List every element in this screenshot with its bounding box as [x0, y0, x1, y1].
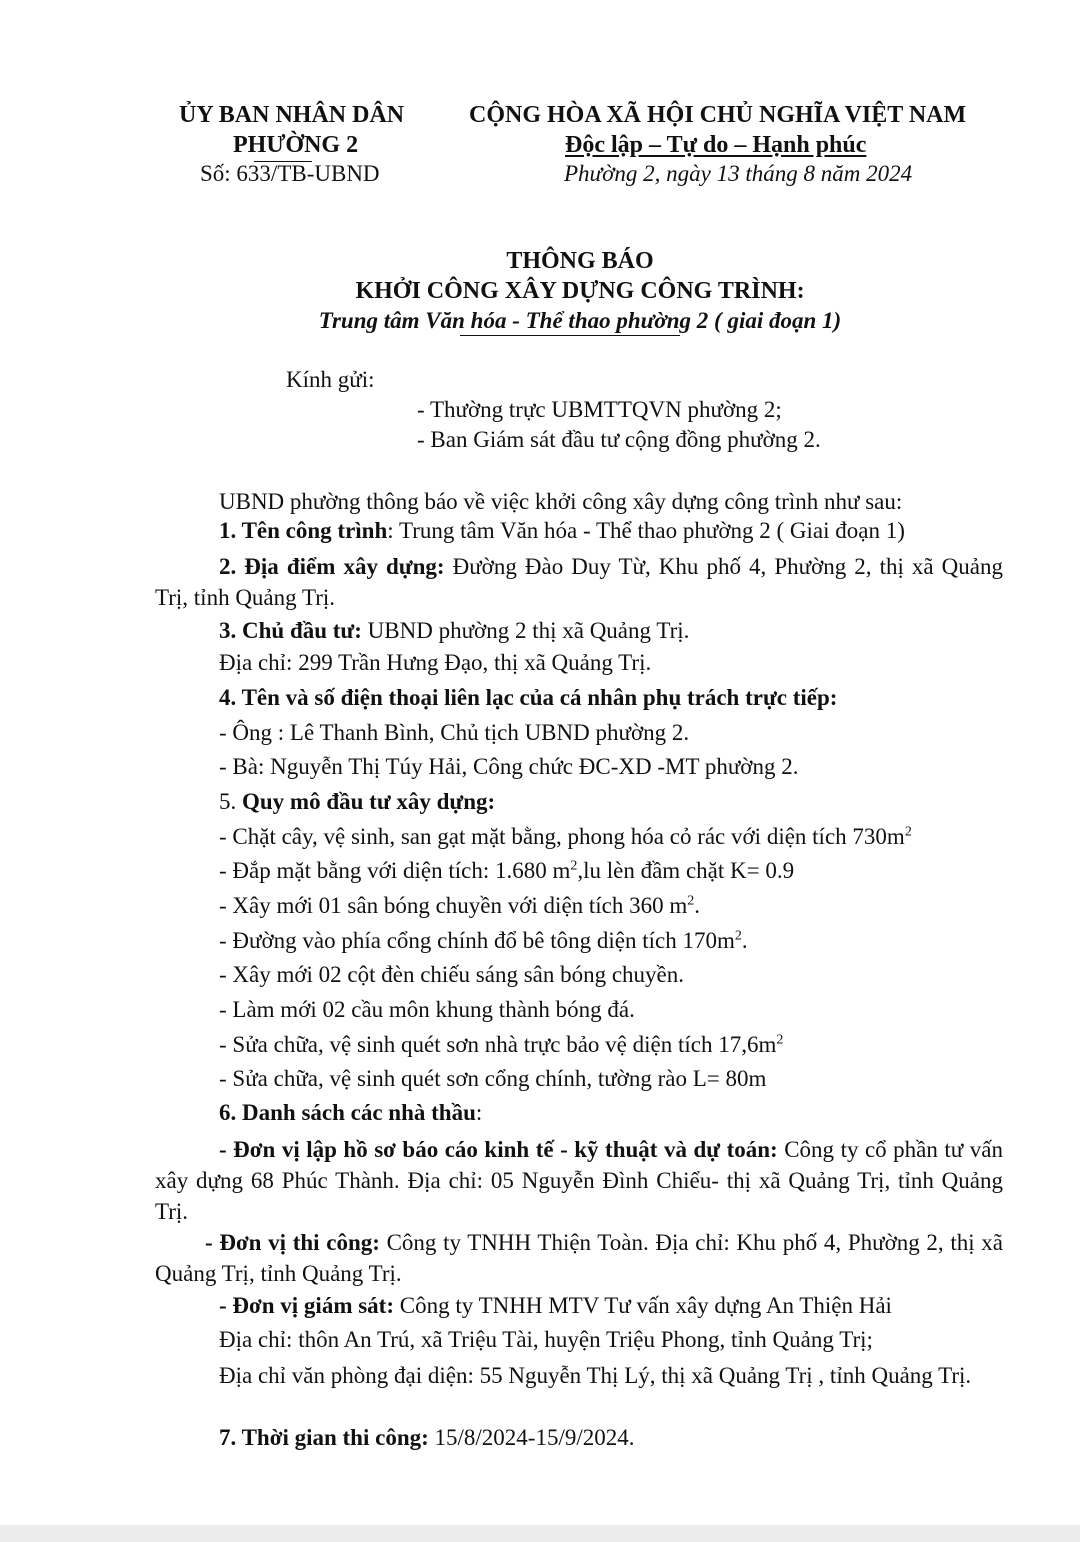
scope-item	[219, 928, 748, 954]
scope-item-sup: 2	[687, 893, 695, 909]
recipient-item: - Thường trực UBMTTQVN phường 2;	[417, 397, 782, 422]
scope-item-text: - Sửa chữa, vệ sinh quét sơn nhà trực bảo vệ diện tích 17,6m	[219, 1032, 777, 1057]
section-3-text: UBND phường 2 thị xã Quảng Trị.	[361, 618, 690, 643]
section-7	[219, 1425, 635, 1451]
document-date: Phường 2, ngày 13 tháng 8 năm 2024	[564, 161, 913, 186]
supervision-address: Địa chỉ: thôn An Trú, xã Triệu Tài, huyện Triệu Phong, tỉnh Quảng Trị;	[219, 1327, 873, 1352]
national-motto: Độc lập – Tự do – Hạnh phúc	[565, 132, 867, 158]
scope-item-sup: 2	[776, 1032, 784, 1048]
owner-address: Địa chỉ: 299 Trần Hưng Đạo, thị xã Quảng Trị.	[219, 650, 652, 675]
scope-item	[219, 1032, 783, 1058]
scope-item-text: - Làm mới 02 cầu môn khung thành bóng đá.	[219, 997, 635, 1022]
section-1	[219, 518, 905, 544]
supervision-office: Địa chỉ văn phòng đại diện: 55 Nguyễn Thị Lý, thị xã Quảng Trị , tỉnh Quảng Trị.	[219, 1363, 972, 1388]
section-2	[155, 551, 1003, 613]
issuer-ward: PHƯỜNG 2	[233, 132, 359, 158]
section-6-label: 6. Danh sách các nhà thầu	[219, 1100, 476, 1125]
scope-item-sup: 2	[570, 858, 578, 874]
scope-item-text: - Chặt cây, vệ sinh, san gạt mặt bằng, phong hóa cỏ rác với diện tích 730m	[219, 824, 905, 849]
contractor-supervision	[219, 1293, 892, 1319]
document-title: THÔNG BÁO	[506, 248, 654, 274]
scope-item	[219, 997, 635, 1023]
scope-item	[219, 962, 684, 988]
document-subject: KHỞI CÔNG XÂY DỰNG CÔNG TRÌNH:	[355, 278, 805, 304]
contractor-construction	[155, 1227, 1003, 1289]
recipient-item: - Ban Giám sát đầu tư cộng đồng phường 2.	[417, 427, 821, 452]
scope-item-text: - Xây mới 02 cột đèn chiếu sáng sân bóng chuyền.	[219, 962, 685, 987]
scope-item	[219, 1066, 766, 1092]
contractor-design-label: - Đơn vị lập hồ sơ báo cáo kinh tế - kỹ thuật và dự toán:	[219, 1137, 778, 1162]
scope-item	[219, 824, 912, 850]
title-underline	[460, 335, 680, 336]
section-6-colon: :	[475, 1100, 483, 1125]
scope-item-after: .	[741, 928, 748, 953]
national-title: CỘNG HÒA XÃ HỘI CHỦ NGHĨA VIỆT NAM	[469, 102, 967, 128]
section-7-label: 7. Thời gian thi công:	[219, 1425, 429, 1450]
viewer-bottom-bar	[0, 1525, 1080, 1542]
scope-item-after: ,lu lèn đầm chặt K= 0.9	[577, 858, 795, 883]
section-6	[219, 1100, 482, 1126]
scope-item-text: - Đường vào phía cổng chính đổ bê tông diện tích 170m	[219, 928, 735, 953]
section-1-text: : Trung tâm Văn hóa - Thể thao phường 2 ( Giai đoạn 1)	[387, 518, 905, 543]
scope-item-text: - Đắp mặt bằng với diện tích: 1.680 m	[219, 858, 571, 883]
intro-text: UBND phường thông báo về việc khởi công xây dựng công trình như sau:	[219, 489, 903, 514]
section-2-label: 2. Địa điểm xây dựng:	[219, 554, 445, 579]
section-5-label: Quy mô đầu tư xây dựng:	[242, 789, 496, 814]
contact-person: - Ông : Lê Thanh Bình, Chủ tịch UBND phường 2.	[219, 720, 690, 745]
issuer-name: ỦY BAN NHÂN DÂN	[179, 102, 405, 128]
scope-item-text: - Sửa chữa, vệ sinh quét sơn cổng chính, tường rào L= 80m	[219, 1066, 767, 1091]
contractor-design-text: Công ty cổ phần tư vấn xây dựng 68 Phúc Thành. Địa chỉ: 05 Nguyễn Đình Chiểu- thị xã Quảng Trị, tỉnh Quảng Trị.	[155, 1137, 1003, 1224]
scope-item-sup: 2	[904, 824, 912, 840]
contractor-supervision-label: - Đơn vị giám sát:	[219, 1293, 395, 1318]
section-7-text: 15/8/2024-15/9/2024.	[428, 1425, 635, 1450]
section-3	[219, 618, 689, 644]
recipients-label: Kính gửi:	[286, 367, 375, 392]
project-name: Trung tâm Văn hóa - Thể thao phường 2 ( giai đoạn 1)	[318, 308, 842, 333]
section-3-label: 3. Chủ đầu tư:	[219, 618, 362, 643]
contractor-design	[155, 1134, 1003, 1227]
contractor-construction-text: Công ty TNHH Thiện Toàn. Địa chỉ: Khu phố 4, Phường 2, thị xã Quảng Trị, tỉnh Quảng Trị.	[155, 1230, 1004, 1286]
section-5	[219, 789, 495, 815]
scope-item-sup: 2	[734, 928, 742, 944]
section-1-label: 1. Tên công trình	[219, 518, 388, 543]
scope-item	[219, 893, 700, 919]
scope-item-text: - Xây mới 01 sân bóng chuyền với diện tích 360 m	[219, 893, 688, 918]
section-2-text: Đường Đào Duy Từ, Khu phố 4, Phường 2, thị xã Quảng Trị, tỉnh Quảng Trị.	[155, 554, 1003, 610]
section-4-label: 4. Tên và số điện thoại liên lạc của cá nhân phụ trách trực tiếp:	[219, 685, 838, 710]
document-number: Số: 633/TB-UBND	[200, 161, 380, 186]
section-5-number: 5.	[219, 789, 242, 814]
contact-person: - Bà: Nguyễn Thị Túy Hải, Công chức ĐC-XD -MT phường 2.	[219, 754, 799, 779]
contractor-supervision-text: Công ty TNHH MTV Tư vấn xây dựng An Thiện Hải	[394, 1293, 892, 1318]
scope-item-after: .	[694, 893, 701, 918]
scope-item	[219, 858, 794, 884]
contractor-construction-label: - Đơn vị thi công:	[205, 1230, 380, 1255]
